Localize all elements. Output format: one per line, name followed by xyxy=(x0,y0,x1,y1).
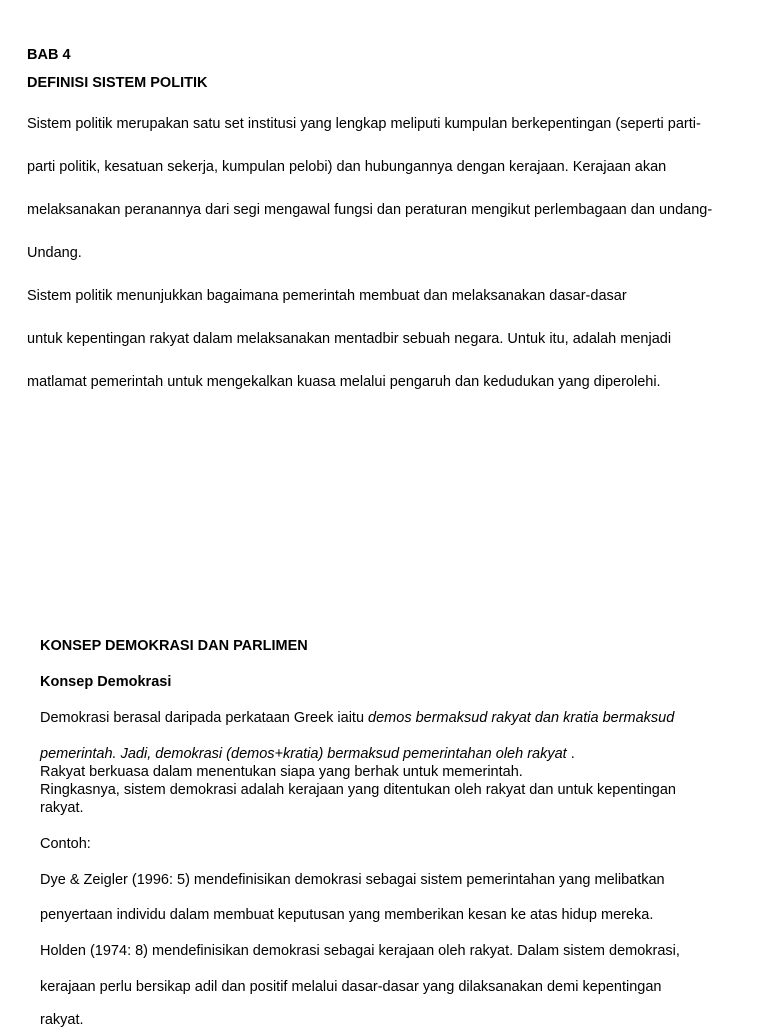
paragraph-line: matlamat pemerintah untuk mengekalkan kuasa melalui pengaruh dan kedudukan yang diperolehi. xyxy=(27,374,661,390)
subsection-heading: Konsep Demokrasi xyxy=(40,674,172,690)
paragraph-line: Sistem politik merupakan satu set institusi yang lengkap meliputi kumpulan berkepentingan (seperti parti- xyxy=(27,116,701,132)
section-heading: KONSEP DEMOKRASI DAN PARLIMEN xyxy=(40,638,308,654)
paragraph-line: untuk kepentingan rakyat dalam melaksanakan mentadbir sebuah negara. Untuk itu, adalah menjadi xyxy=(27,331,672,347)
example-label: Contoh: xyxy=(40,836,91,852)
paragraph-line: Undang. xyxy=(27,245,82,261)
definition-text: Demokrasi berasal daripada perkataan Greek iaitu xyxy=(40,710,369,726)
paragraph-line: melaksanakan peranannya dari segi mengawal fungsi dan peraturan mengikut perlembagaan dan undang- xyxy=(27,202,713,218)
definition-line xyxy=(40,709,674,727)
definition-italic-text: demos bermaksud rakyat dan kratia bermaksud xyxy=(368,710,675,726)
definition-text: . xyxy=(566,746,575,762)
paragraph-line: parti politik, kesatuan sekerja, kumpulan pelobi) dan hubungannya dengan kerajaan. Kerajaan akan xyxy=(27,159,667,175)
definition-line xyxy=(40,745,575,763)
paragraph-line: Dye & Zeigler (1996: 5) mendefinisikan demokrasi sebagai sistem pemerintahan yang melibatkan xyxy=(40,872,665,888)
definition-italic-text: pemerintah. Jadi, demokrasi (demos+kratia) bermaksud pemerintahan oleh rakyat xyxy=(40,746,567,762)
paragraph-line: Ringkasnya, sistem demokrasi adalah kerajaan yang ditentukan oleh rakyat dan untuk kepentingan xyxy=(40,782,676,798)
paragraph-line: Sistem politik menunjukkan bagaimana pemerintah membuat dan melaksanakan dasar-dasar xyxy=(27,288,627,304)
paragraph-line: penyertaan individu dalam membuat keputusan yang memberikan kesan ke atas hidup mereka. xyxy=(40,907,654,923)
paragraph-line: rakyat. xyxy=(40,800,84,816)
section-heading: DEFINISI SISTEM POLITIK xyxy=(27,75,208,91)
paragraph-line: rakyat. xyxy=(40,1012,84,1028)
paragraph-line: Holden (1974: 8) mendefinisikan demokrasi sebagai kerajaan oleh rakyat. Dalam sistem demokrasi, xyxy=(40,943,680,959)
chapter-label: BAB 4 xyxy=(27,47,71,63)
paragraph-line: Rakyat berkuasa dalam menentukan siapa yang berhak untuk memerintah. xyxy=(40,764,523,780)
paragraph-line: kerajaan perlu bersikap adil dan positif melalui dasar-dasar yang dilaksanakan demi kepentingan xyxy=(40,979,662,995)
